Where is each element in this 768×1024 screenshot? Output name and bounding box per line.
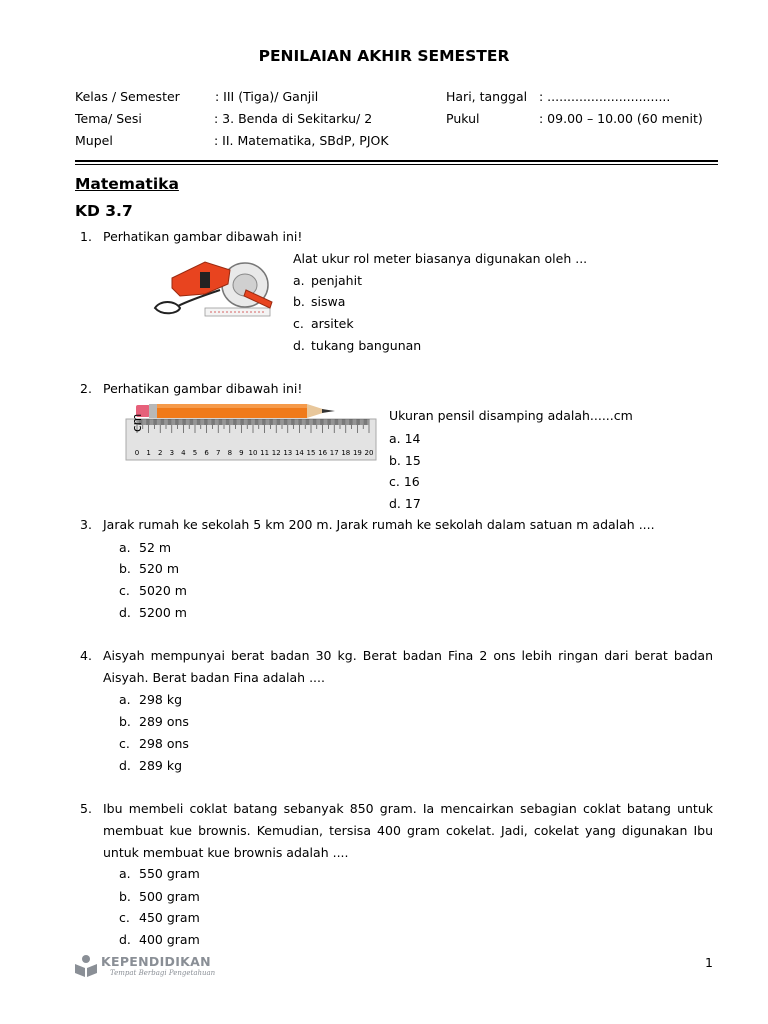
ruler-number: 1	[146, 449, 151, 457]
question-text: Perhatikan gambar dibawah ini!	[103, 381, 303, 396]
option-letter: c.	[119, 736, 130, 751]
option-answer: 520 m	[139, 561, 180, 576]
header-divider-thick	[75, 160, 718, 162]
question-prompt: Ukuran pensil disamping adalah......cm	[389, 408, 633, 423]
ruler-number: 5	[192, 449, 198, 457]
option-answer: 500 gram	[139, 889, 200, 904]
ruler-number: 10	[248, 449, 258, 457]
option-letter: b.	[119, 714, 131, 729]
option-letter: d.	[293, 338, 305, 353]
option-item: a. 14	[389, 431, 421, 446]
option-letter: c.	[119, 583, 130, 598]
option-answer: 5200 m	[139, 605, 187, 620]
logo-tagline: Tempat Berbagi Pengetahuan	[110, 969, 216, 977]
book-icon	[74, 954, 98, 978]
ruler-unit: cm	[130, 413, 144, 432]
option-letter: a.	[119, 866, 131, 881]
option-answer: siswa	[311, 294, 346, 309]
ruler-number: 13	[283, 449, 293, 457]
mupel-value: : II. Matematika, SBdP, PJOK	[214, 133, 389, 148]
footer-logo	[74, 953, 214, 981]
option-letter: d.	[119, 758, 131, 773]
option-letter: b.	[119, 561, 131, 576]
option-answer: 5020 m	[139, 583, 187, 598]
pukul-value: : 09.00 – 10.00 (60 menit)	[539, 111, 703, 126]
pukul-label: Pukul	[446, 111, 480, 126]
option-item: c. 16	[389, 474, 420, 489]
option-answer: 289 ons	[139, 714, 189, 729]
question-text: Jarak rumah ke sekolah 5 km 200 m. Jarak rumah ke sekolah dalam satuan m adalah ....	[103, 517, 655, 532]
ruler-number: 4	[181, 449, 186, 457]
option-letter: a.	[119, 692, 131, 707]
page-number: 1	[705, 955, 713, 970]
page-title: PENILAIAN AKHIR SEMESTER	[258, 47, 510, 65]
kelas-label: Kelas / Semester	[75, 89, 180, 104]
ruler-number: 2	[157, 449, 163, 457]
question-number: 4.	[80, 648, 92, 663]
mupel-label: Mupel	[75, 133, 113, 148]
ruler-number: 7	[215, 449, 221, 457]
ruler-number: 0	[134, 449, 140, 457]
kelas-value: : III (Tiga)/ Ganjil	[215, 89, 319, 104]
option-answer: penjahit	[311, 273, 362, 288]
logo-text: KEPENDIDIKAN	[101, 954, 211, 969]
ruler-number: 6	[204, 449, 209, 457]
ruler-number: 8	[227, 449, 233, 457]
header-divider-thin	[75, 164, 718, 165]
ruler-number: 9	[239, 449, 244, 457]
option-letter: b.	[293, 294, 305, 309]
option-answer: 52 m	[139, 540, 172, 555]
option-letter: c.	[119, 910, 130, 925]
question-number: 2.	[80, 381, 92, 396]
option-item: b. 15	[389, 453, 421, 468]
ruler-number: 12	[271, 449, 281, 457]
question-text: Perhatikan gambar dibawah ini!	[103, 229, 303, 244]
ruler-number: 11	[260, 449, 270, 457]
ruler-number: 19	[352, 449, 362, 457]
question-text: Ibu membeli coklat batang sebanyak 850 gram. Ia mencairkan sebagian coklat batang untuk membuat kue brownis. Kemudian, tersisa 400 gram cokelat. Jadi, cokelat yang digunakan Ibu untuk membuat kue brownis adalah ....	[103, 801, 713, 860]
question-number: 3.	[80, 517, 92, 532]
tema-value: : 3. Benda di Sekitarku/ 2	[214, 111, 373, 126]
hari-value: : ...............................	[539, 89, 671, 104]
option-answer: 450 gram	[139, 910, 200, 925]
option-letter: c.	[293, 316, 304, 331]
option-answer: 298 kg	[139, 692, 183, 707]
option-answer: 400 gram	[139, 932, 200, 947]
option-letter: d.	[119, 932, 131, 947]
question-number: 1.	[80, 229, 92, 244]
kd-heading: KD 3.7	[75, 202, 133, 220]
option-answer: 550 gram	[139, 866, 200, 881]
pencil-ruler-image	[124, 400, 379, 462]
ruler-number: 3	[169, 449, 175, 457]
ruler-number: 20	[364, 449, 374, 457]
option-answer: 298 ons	[139, 736, 189, 751]
question-text: Aisyah mempunyai berat badan 30 kg. Berat badan Fina 2 ons lebih ringan dari berat badan Aisyah. Berat badan Fina adalah ....	[103, 648, 713, 685]
option-letter: a.	[119, 540, 131, 555]
option-item: d. 17	[389, 496, 421, 511]
section-heading: Matematika	[75, 175, 179, 193]
hari-label: Hari, tanggal	[446, 89, 528, 104]
tema-label: Tema/ Sesi	[75, 111, 142, 126]
option-answer: 289 kg	[139, 758, 183, 773]
question-number: 5.	[80, 801, 92, 816]
measuring-tape-image	[150, 250, 275, 325]
option-answer: tukang bangunan	[311, 338, 422, 353]
option-answer: arsitek	[311, 316, 354, 331]
ruler-number: 15	[306, 449, 316, 457]
question-prompt: Alat ukur rol meter biasanya digunakan oleh ...	[293, 251, 588, 266]
ruler-number: 17	[329, 449, 339, 457]
option-letter: b.	[119, 889, 131, 904]
option-letter: d.	[119, 605, 131, 620]
ruler-number: 18	[341, 449, 351, 457]
ruler-number: 16	[318, 449, 328, 457]
ruler-number: 14	[294, 449, 304, 457]
option-letter: a.	[293, 273, 305, 288]
